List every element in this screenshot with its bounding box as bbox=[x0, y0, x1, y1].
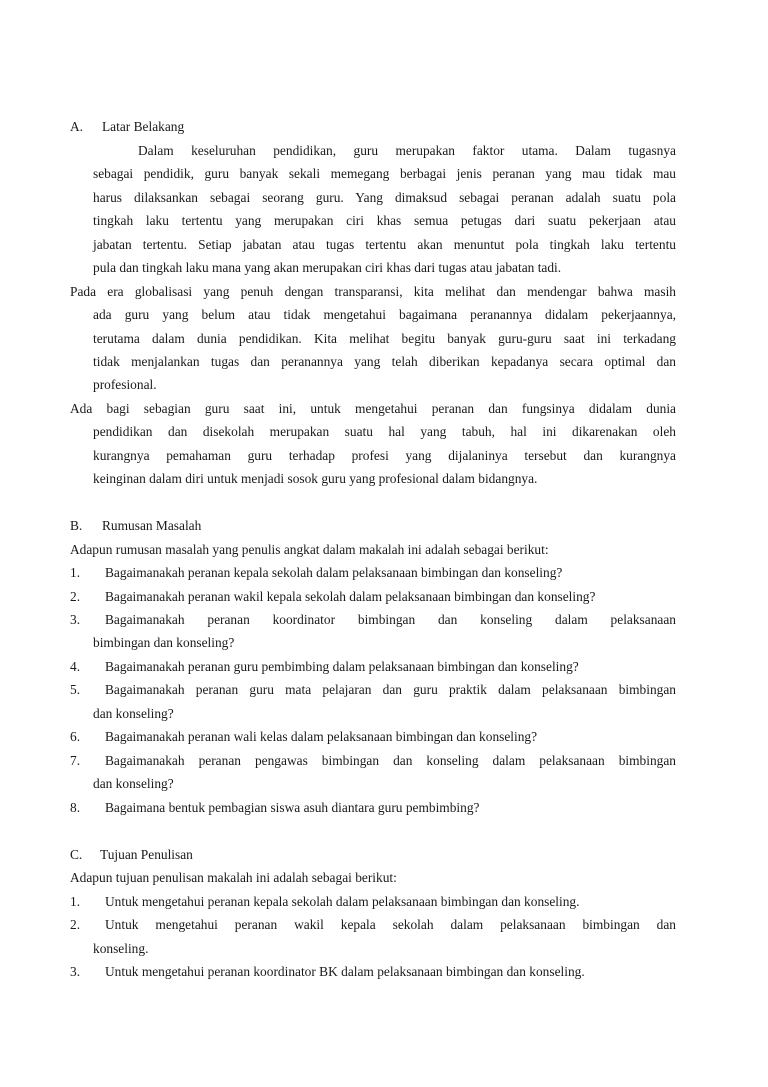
list-text: Bagaimanakah peranan koordinator bimbingan dan konseling dalam pelaksanaan bbox=[105, 612, 676, 627]
paragraph-line: tidak menjalankan tugas dan peranannya yang telah diberikan kepadanya secara optimal dan bbox=[93, 354, 676, 369]
paragraph-line: jabatan tertentu. Setiap jabatan atau tugas tertentu akan menuntut pola tingkah laku tertentu bbox=[93, 237, 676, 252]
paragraph-line: keinginan dalam diri untuk menjadi sosok guru yang profesional dalam bidangnya. bbox=[93, 471, 538, 486]
list-text: Bagaimanakah peranan guru mata pelajaran dan guru praktik dalam pelaksanaan bimbingan bbox=[105, 682, 676, 697]
list-number: 4. bbox=[70, 659, 81, 674]
paragraph-line: tingkah laku tertentu yang merupakan ciri khas semua petugas dari suatu pekerjaan atau bbox=[93, 213, 676, 228]
list-text: Bagaimanakah peranan guru pembimbing dalam pelaksanaan bimbingan dan konseling? bbox=[105, 659, 579, 674]
section-c-heading bbox=[70, 843, 676, 867]
section-b-label: B. bbox=[70, 518, 83, 533]
list-number: 2. bbox=[70, 589, 81, 604]
list-text-continuation: dan konseling? bbox=[93, 776, 174, 791]
list-number: 3. bbox=[70, 612, 81, 627]
paragraph-line: profesional. bbox=[93, 377, 157, 392]
paragraph-line: kurangnya pemahaman guru terhadap profesi yang dijalaninya tersebut dan kurangnya bbox=[93, 448, 676, 463]
list-text: Untuk mengetahui peranan wakil kepala sekolah dalam pelaksanaan bimbingan dan bbox=[105, 917, 676, 932]
list-text: Bagaimanakah peranan wakil kepala sekolah dalam pelaksanaan bimbingan dan konseling? bbox=[105, 589, 596, 604]
list-number: 3. bbox=[70, 964, 81, 979]
list-number: 8. bbox=[70, 800, 81, 815]
list-text: Bagaimanakah peranan wali kelas dalam pelaksanaan bimbingan dan konseling? bbox=[105, 729, 538, 744]
list-text: Bagaimanakah peranan kepala sekolah dalam pelaksanaan bimbingan dan konseling? bbox=[105, 565, 563, 580]
list-text-continuation: bimbingan dan konseling? bbox=[93, 635, 235, 650]
list-text-continuation: dan konseling? bbox=[93, 706, 174, 721]
list-number: 2. bbox=[70, 917, 81, 932]
list-number: 5. bbox=[70, 682, 81, 697]
paragraph-line: Pada era globalisasi yang penuh dengan transparansi, kita melihat dan mendengar bahwa masih bbox=[70, 284, 676, 299]
list-number: 1. bbox=[70, 565, 81, 580]
section-b-heading bbox=[70, 514, 676, 538]
section-a-label: A. bbox=[70, 119, 84, 134]
section-c-title: Tujuan Penulisan bbox=[100, 847, 193, 862]
paragraph-line: pula dan tingkah laku mana yang akan merupakan ciri khas dari tugas atau jabatan tadi. bbox=[93, 260, 562, 275]
paragraph-line: terutama dalam dunia pendidikan. Kita melihat begitu banyak guru-guru saat ini terkadang bbox=[93, 331, 676, 346]
paragraph-line: harus dilaksankan sebagai seorang guru. Yang dimaksud sebagai peranan adalah suatu pola bbox=[93, 190, 676, 205]
list-text-continuation: konseling. bbox=[93, 941, 149, 956]
list-number: 6. bbox=[70, 729, 81, 744]
list-text: Untuk mengetahui peranan koordinator BK dalam pelaksanaan bimbingan dan konseling. bbox=[105, 964, 585, 979]
paragraph-line: Dalam keseluruhan pendidikan, guru merupakan faktor utama. Dalam tugasnya bbox=[138, 143, 676, 158]
list-text: Bagaimanakah peranan pengawas bimbingan dan konseling dalam pelaksanaan bimbingan bbox=[105, 753, 676, 768]
section-c-label: C. bbox=[70, 847, 83, 862]
section-a-heading bbox=[70, 115, 676, 139]
paragraph-line: pendidikan dan disekolah merupakan suatu hal yang tabuh, hal ini dikarenakan oleh bbox=[93, 424, 676, 439]
paragraph-line: sebagai pendidik, guru banyak sekali memegang berbagai jenis peranan yang mau tidak mau bbox=[93, 166, 676, 181]
list-text: Bagaimana bentuk pembagian siswa asuh diantara guru pembimbing? bbox=[105, 800, 480, 815]
list-text: Untuk mengetahui peranan kepala sekolah dalam pelaksanaan bimbingan dan konseling. bbox=[105, 894, 580, 909]
section-a-title: Latar Belakang bbox=[102, 119, 185, 134]
list-number: 1. bbox=[70, 894, 81, 909]
section-c-intro: Adapun tujuan penulisan makalah ini adalah sebagai berikut: bbox=[70, 870, 397, 885]
list-number: 7. bbox=[70, 753, 81, 768]
paragraph-line: ada guru yang belum atau tidak mengetahui bagaimana peranannya didalam pekerjaannya, bbox=[93, 307, 676, 322]
section-b-title: Rumusan Masalah bbox=[102, 518, 202, 533]
section-b-intro: Adapun rumusan masalah yang penulis angkat dalam makalah ini adalah sebagai berikut: bbox=[70, 542, 549, 557]
paragraph-line: Ada bagi sebagian guru saat ini, untuk mengetahui peranan dan fungsinya didalam dunia bbox=[70, 401, 676, 416]
